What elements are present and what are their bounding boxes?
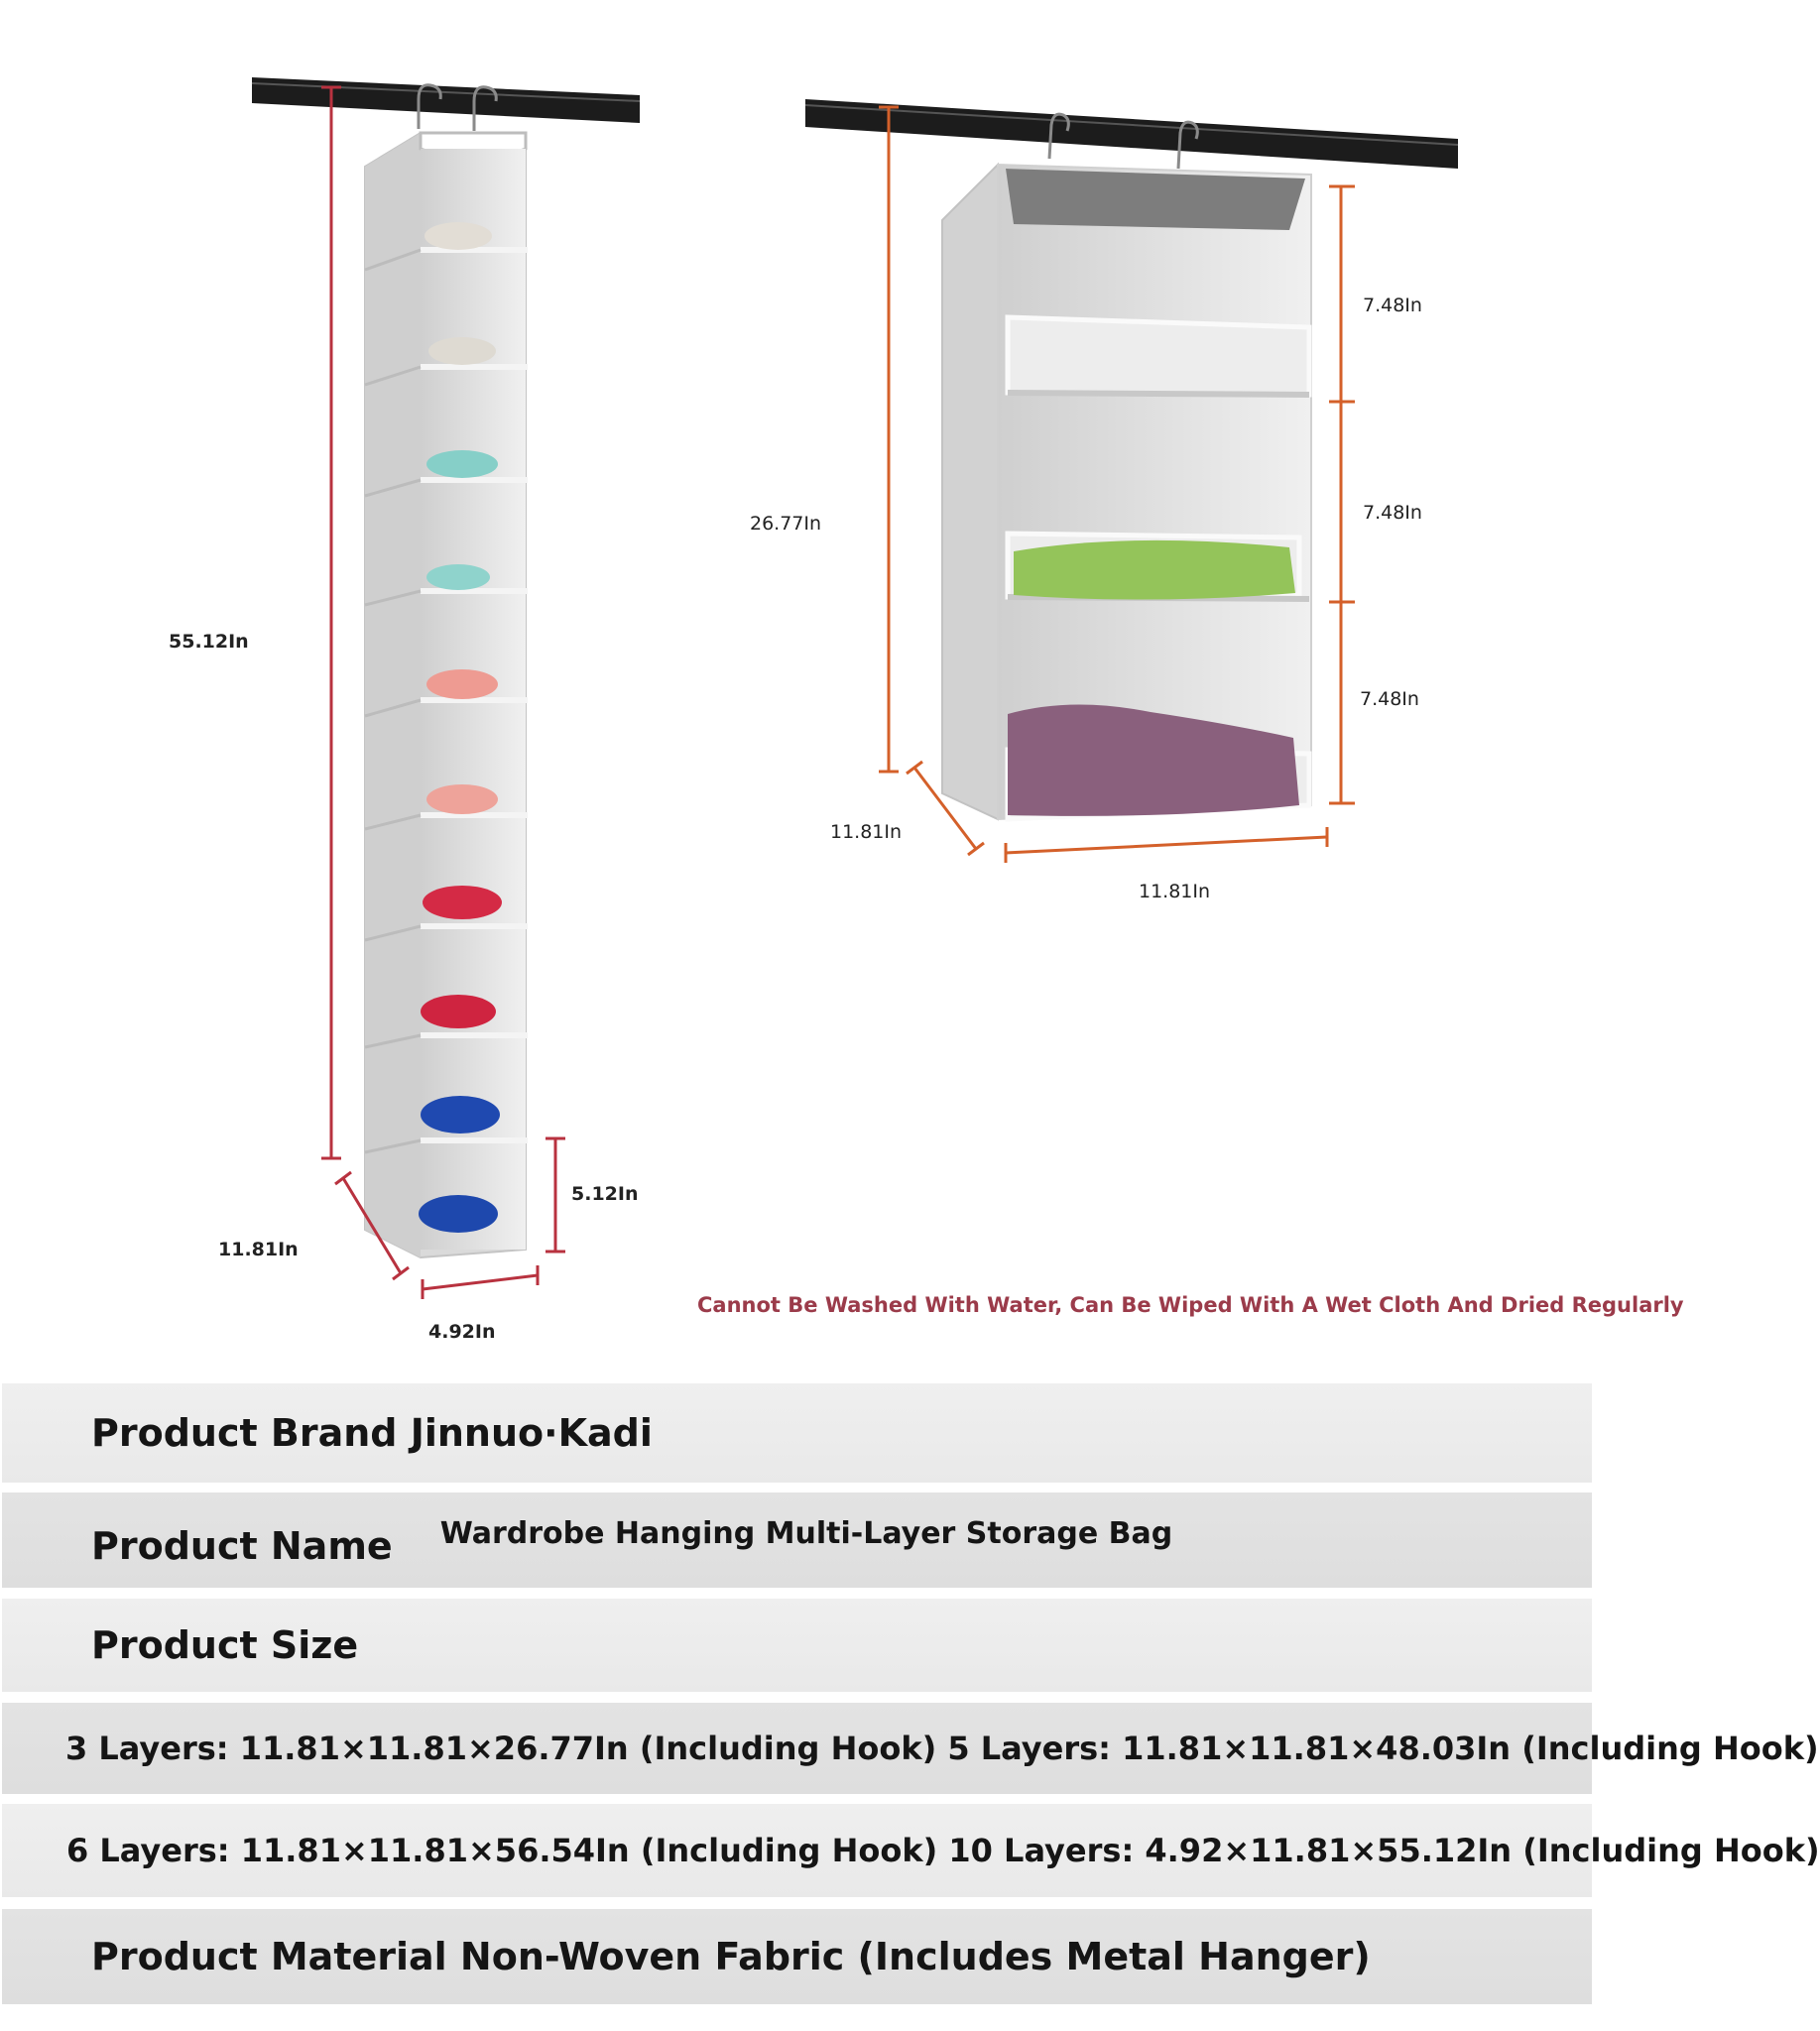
size-line-2: 6 Layers: 11.81×11.81×56.54In (Including Hook) 10 Layers: 4.92×11.81×55.12In (Including Hook) [66,1832,1820,1869]
spec-row-size-line-1 [2,1703,1819,1794]
material-text: Product Material Non-Woven Fabric (Includes Metal Hanger) [91,1935,1371,1978]
spec-row-material [2,1909,1592,2004]
brand-text: Product Brand Jinnuo·Kadi [91,1411,653,1455]
depth-label-left: 11.81In [218,1239,299,1260]
shelf-line-left [546,1138,565,1252]
hanging-rod-left [252,77,640,123]
width-label-right: 11.81In [1139,881,1211,902]
width-line-left [423,1265,538,1299]
width-line-right [1006,827,1327,863]
height-line-left [321,87,341,1158]
care-note: Cannot Be Washed With Water, Can Be Wiped With A Wet Cloth And Dried Regularly [697,1293,1684,1317]
spec-row-name [2,1493,1592,1588]
height-line-right [879,107,899,772]
ten-layer-organizer [252,77,640,1299]
size-label: Product Size [91,1623,359,1667]
layer-label-bottom: 7.48In [1360,688,1419,710]
layer-label-top: 7.48In [1363,295,1422,316]
layer-lines-right [1329,186,1355,803]
towel-right [1014,540,1295,600]
shelf-height-label-left: 5.12In [571,1183,639,1205]
hanging-rod-right [805,99,1458,169]
size-line-1: 3 Layers: 11.81×11.81×26.77In (Including Hook) 5 Layers: 11.81×11.81×48.03In (Including Hook) [65,1730,1819,1767]
width-label-left: 4.92In [428,1321,496,1343]
spec-row-size [2,1599,1592,1692]
spec-row-size-line-2 [2,1804,1820,1897]
depth-label-right: 11.81In [830,821,903,843]
name-label: Product Name [91,1524,393,1568]
height-label-right: 26.77In [750,513,822,535]
layer-label-middle: 7.48In [1363,502,1422,524]
name-value: Wardrobe Hanging Multi-Layer Storage Bag [439,1515,1173,1551]
height-label-left: 55.12In [169,631,249,653]
spec-row-brand [2,1383,1592,1483]
three-layer-organizer [805,99,1458,863]
